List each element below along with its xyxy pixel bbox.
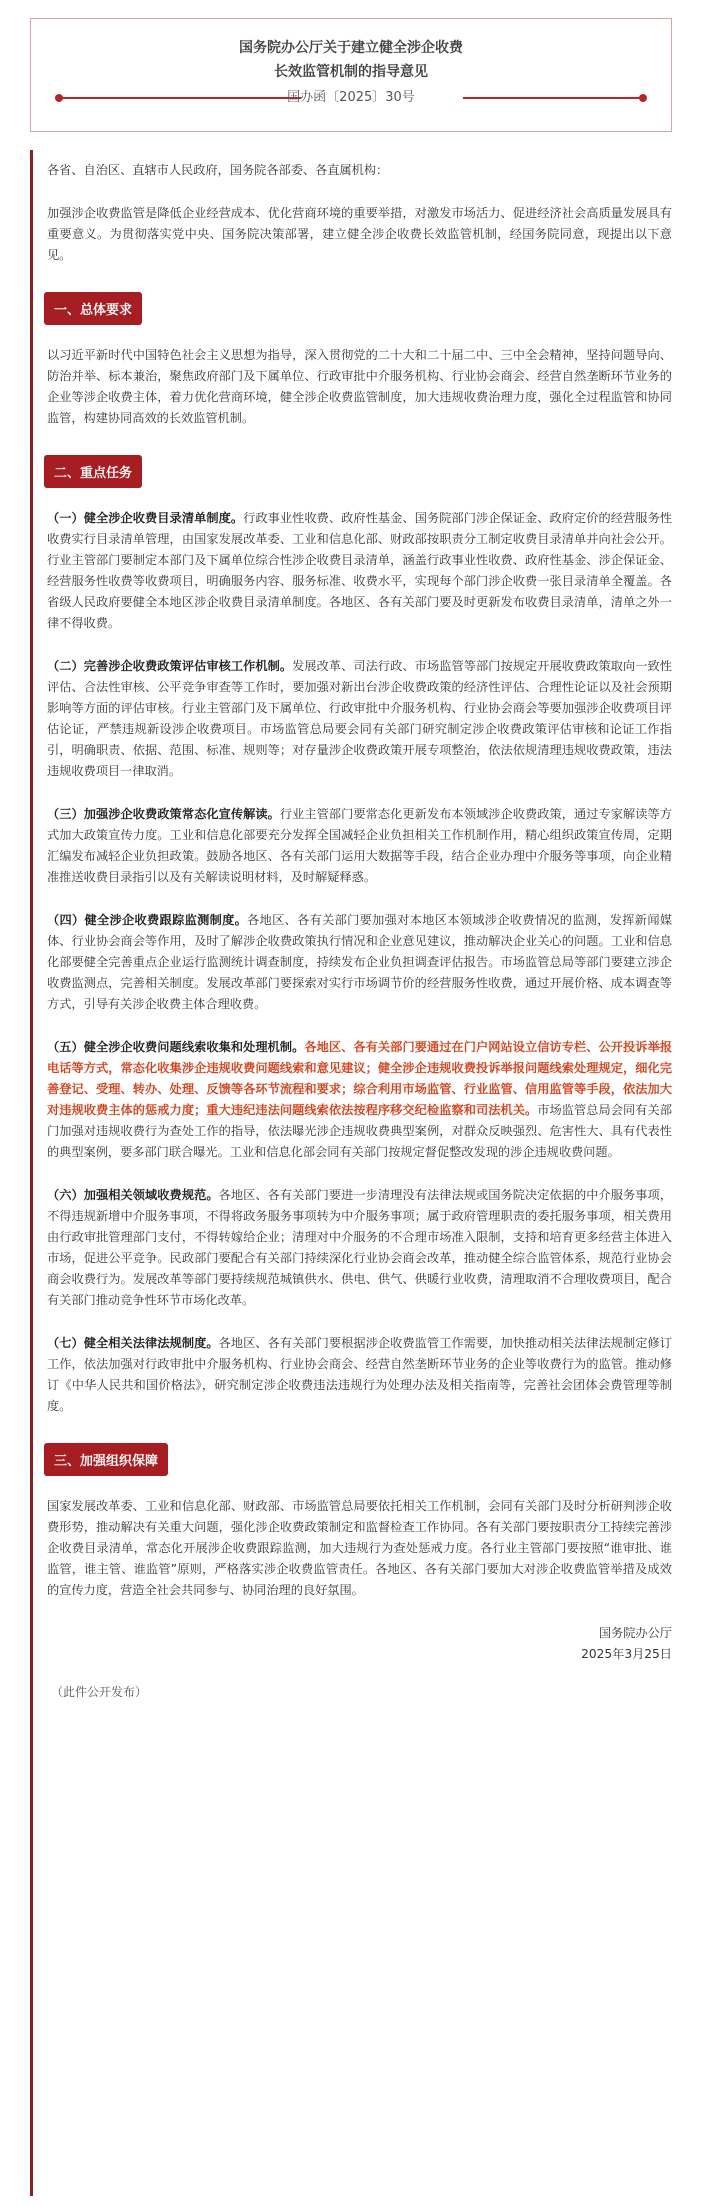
task-paragraph — [47, 1333, 672, 1417]
issuer: 国务院办公厅 — [598, 1626, 672, 1640]
task-paragraph — [47, 1037, 672, 1163]
task-text: 各地区、各有关部门要加强对本地区本领域涉企收费情况的监测，发挥新闻媒体、行业协会商会等作用，及时了解涉企收费政策执行情况和企业意见建议，推动解决企业关心的问题。工业和信息化部要健全完善重点企业运行监测统计调查制度，持续发布企业负担调查评估报告。市场监管总局等部门要建立涉企收费监测点，完善相关制度。发展改革部门要探索对实行市场调节价的经营服务性收费，通过开展价格、成本调查等方式，引导有关涉企收费主体合理收费。 — [47, 913, 673, 1011]
left-accent-bar — [30, 150, 33, 2196]
task-heading: （一）健全涉企收费目录清单制度。 — [47, 511, 244, 525]
task-paragraph — [47, 804, 672, 888]
document-number: 国办函〔2025〕30号 — [287, 90, 415, 105]
task-highlight-text: 各地区、各有关部门要通过在门户网站设立信访专栏、公开投诉举报电话等方式，常态化收集涉企违规收费问题线索和意见建议；健全涉企违规收费投诉举报问题线索处理规定，细化完善登记、受理、转办、处理、反馈等各环节流程和要求；综合利用市场监管、行业监管、信用监管等手段，依法加大对违规收费主体的惩戒力度；重大违纪违法问题线索依法按程序移交纪检监察和司法机关。 — [47, 1040, 673, 1117]
section3-paragraph: 国家发展改革委、工业和信息化部、财政部、市场监管总局要依托相关工作机制，会同有关部门及时分析研判涉企收费形势，推动解决有关重大问题，强化涉企收费政策制定和监督检查工作协同。各有关部门要按职责分工持续完善涉企收费目录清单，常态化开展涉企收费跟踪监测，加大违规行为查处惩戒力度。各行业主管部门要按照“谁审批、谁监管，谁主管、谁监管”原则，严格落实涉企收费监管责任。各地区、各有关部门要加大对涉企收费监管举措及成效的宣传力度，营造全社会共同参与、协同治理的良好氛围。 — [47, 1499, 672, 1597]
task-text: 各地区、各有关部门要根据涉企收费监管工作需要，加快推动相关法律法规制定修订工作，依法加强对行政审批中介服务机构、行业协会商会、经营自然垄断环节业务的企业等收费行为的监管。推动修订《中华人民共和国价格法》，研究制定涉企收费违法违规行为处理办法及相关指南等，完善社会团体会费管理等制度。 — [47, 1336, 673, 1413]
document-title-line1: 国务院办公厅关于建立健全涉企收费 — [239, 40, 463, 56]
task-paragraph — [47, 508, 672, 634]
signature-block — [47, 1623, 672, 1665]
section1-paragraph: 以习近平新时代中国特色社会主义思想为指导，深入贯彻党的二十大和二十届二中、三中全会精神，坚持问题导向、防治并举、标本兼治，聚焦政府部门及下属单位、行政审批中介服务机构、行业协会商会、经营自然垄断环节业务的企业等涉企收费主体，着力优化营商环境，健全涉企收费监管制度，加大违规收费治理力度，强化全过程监管和协同监管，构建协同高效的长效监管机制。 — [47, 348, 672, 425]
task-text: 行政事业性收费、政府性基金、国务院部门涉企保证金、政府定价的经营服务性收费实行目录清单管理，由国家发展改革委、工业和信息化部、财政部按职责分工制定收费目录清单并向社会公开。行业主管部门要制定本部门及下属单位综合性涉企收费目录清单，涵盖行政事业性收费、政府性基金、涉企保证金、经营服务性收费等收费项目，明确服务内容、服务标准、收费水平，实现每个部门涉企收费一张目录清单全覆盖。各省级人民政府要健全本地区涉企收费目录清单制度。各地区、各有关部门要及时更新发布收费目录清单，清单之外一律不得收费。 — [47, 511, 673, 630]
task-paragraph — [47, 910, 672, 1015]
public-release-note: （此件公开发布） — [51, 1685, 148, 1699]
intro-paragraph: 加强涉企收费监管是降低企业经营成本、优化营商环境的重要举措，对激发市场活力、促进经济社会高质量发展具有重要意义。为贯彻落实党中央、国务院决策部署，建立健全涉企收费长效监管机制，经国务院同意，现提出以下意见。 — [47, 206, 672, 262]
task-heading: （五）健全涉企收费问题线索收集和处理机制。 — [47, 1040, 305, 1054]
section-heading-organization: 三、加强组织保障 — [44, 1443, 168, 1476]
task-paragraph — [47, 1185, 672, 1311]
task-heading: （六）加强相关领域收费规范。 — [47, 1188, 219, 1202]
section-heading-general: 一、总体要求 — [44, 292, 142, 325]
section-heading-key-tasks: 二、重点任务 — [44, 455, 142, 488]
task-text: 市场监管总局会同有关部门加强对违规收费行为查处工作的指导，依法曝光涉企违规收费典型案例，对群众反映强烈、危害性大、具有代表性的典型案例，要多部门联合曝光。工业和信息化部会同有关部门按规定督促整改发现的涉企违规收费问题。 — [47, 1103, 673, 1159]
addressee: 各省、自治区、直辖市人民政府，国务院各部委、各直属机构： — [47, 163, 389, 177]
document-title-line2: 长效监管机制的指导意见 — [274, 64, 428, 80]
task-heading: （三）加强涉企收费政策常态化宣传解读。 — [47, 807, 280, 821]
document-header — [30, 18, 672, 132]
task-paragraph — [47, 656, 672, 782]
task-heading: （七）健全相关法律法规制度。 — [47, 1336, 219, 1350]
task-heading: （四）健全涉企收费跟踪监测制度。 — [47, 913, 248, 927]
task-text: 行业主管部门要常态化更新发布本领域涉企收费政策，通过专家解读等方式加大政策宣传力度。工业和信息化部要充分发挥全国减轻企业负担相关工作机制作用，精心组织政策宣传周，定期汇编发布减轻企业负担政策。鼓励各地区、各有关部门运用大数据等手段，结合企业办理中介服务等事项，向企业精准推送收费目录指引以及有关解读说明材料，及时解疑释惑。 — [47, 807, 673, 884]
task-text: 各地区、各有关部门要进一步清理没有法律法规或国务院决定依据的中介服务事项，不得违规新增中介服务事项，不得将政务服务事项转为中介服务事项；属于政府管理职责的委托服务事项，相关费用由行政审批管理部门支付，不得转嫁给企业；清理对中介服务的不合理市场准入限制，支持和培育更多经营主体进入市场，促进公平竞争。民政部门要配合有关部门持续深化行业协会商会改革，推动健全综合监管体系，规范行业协会商会收费行为。发展改革等部门要持续规范城镇供水、供电、供气、供暖行业收费，清理取消不合理收费项目，配合有关部门推动竞争性环节市场化改革。 — [47, 1188, 673, 1307]
document-body — [47, 160, 672, 1700]
task-heading: （二）完善涉企收费政策评估审核工作机制。 — [47, 659, 293, 673]
issue-date: 2025年3月25日 — [581, 1647, 672, 1661]
task-text: 发展改革、司法行政、市场监管等部门按规定开展收费政策取向一致性评估、合法性审核、公平竞争审查等工作时，要加强对新出台涉企收费政策的经济性评估、合理性论证以及社会预期影响等方面的评估审核。行业主管部门及下属单位、行政审批中介服务机构、行业协会商会等要加强涉企收费项目评估论证，严禁违规新设涉企收费项目。市场监管总局要会同有关部门研究制定涉企收费政策评估审核和论证工作指引，明确职责、依据、范围、标准、规则等；对存量涉企收费政策开展专项整治，依法依规清理违规收费政策，违法违规收费项目一律取消。 — [47, 659, 672, 778]
